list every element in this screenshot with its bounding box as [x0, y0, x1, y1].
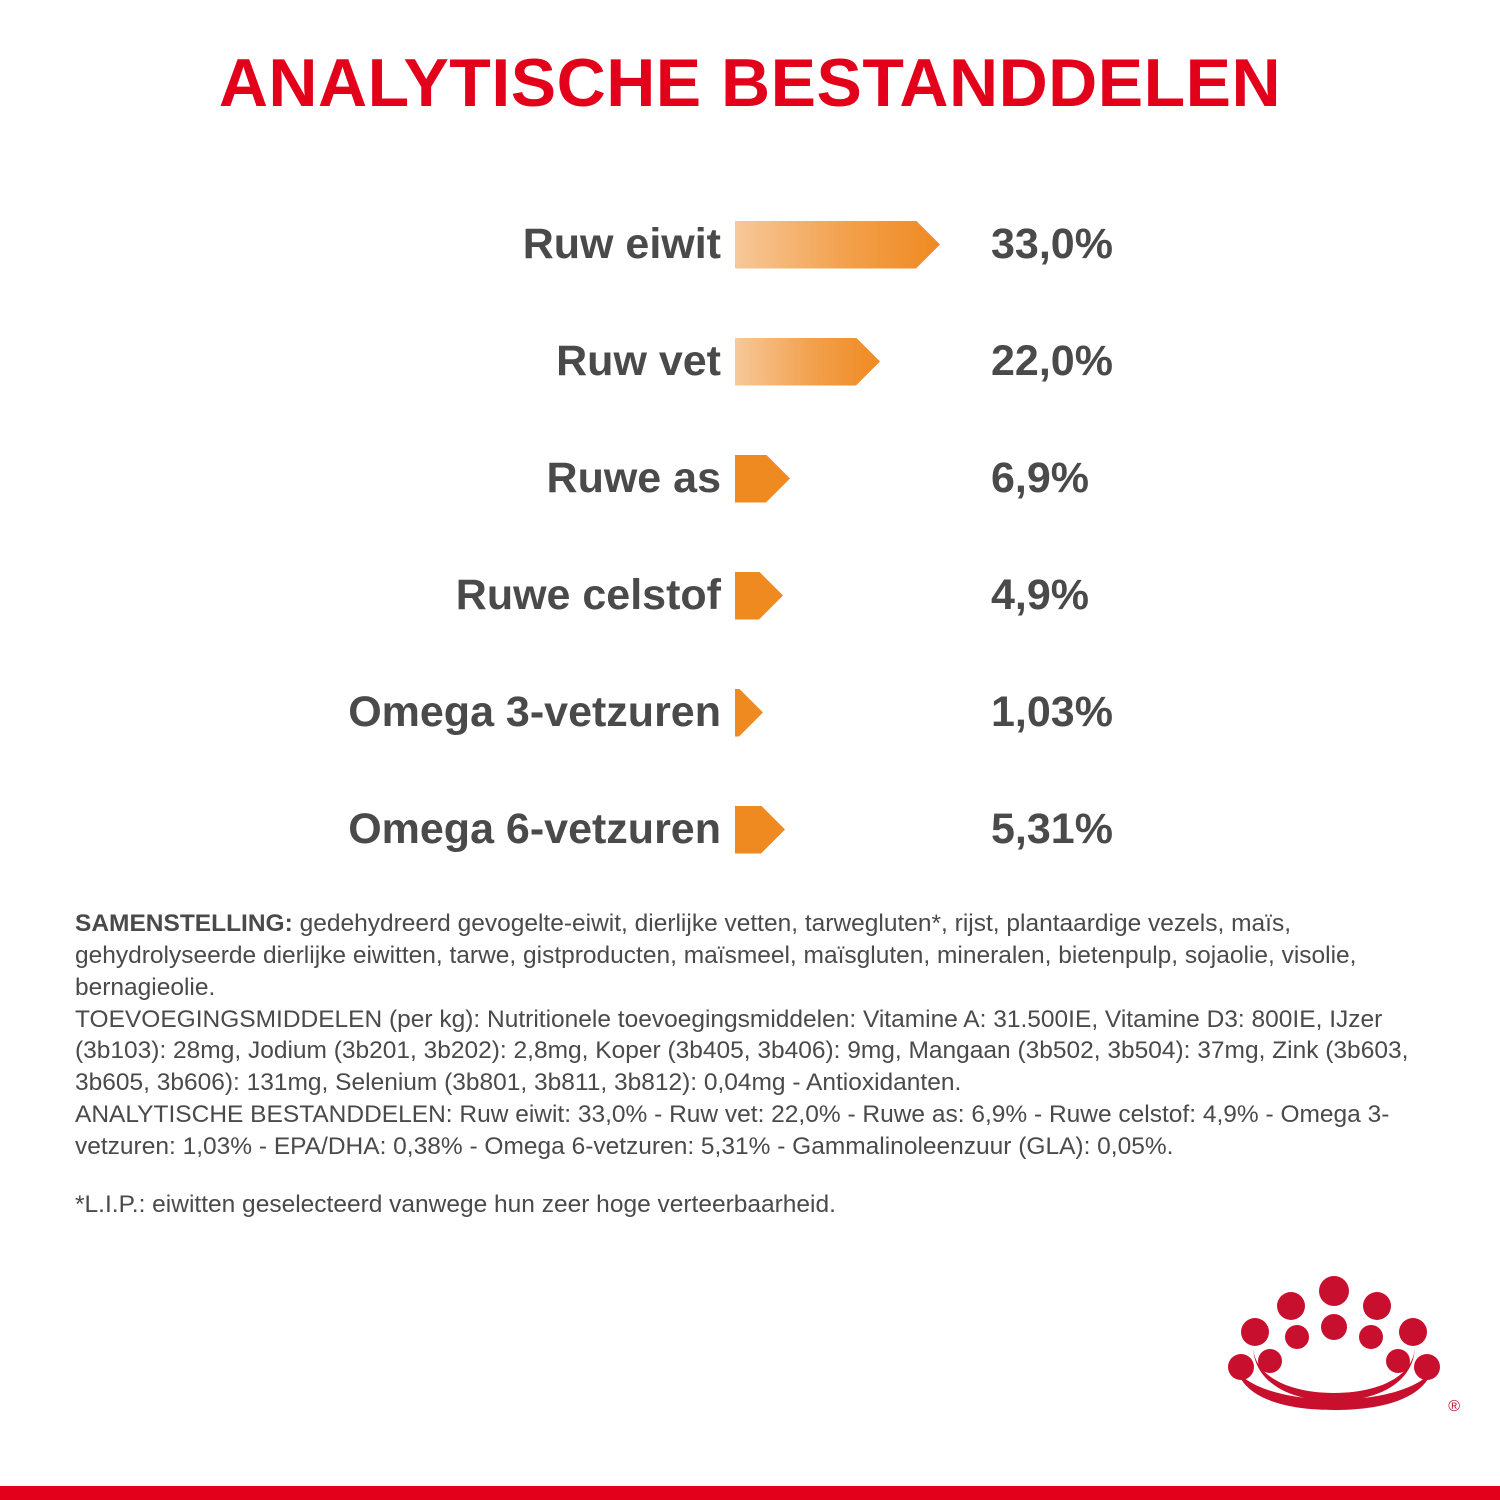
- chart-row-label: Ruwe as: [546, 454, 721, 502]
- chart-bar: [735, 455, 790, 503]
- composition-additives: TOEVOEGINGSMIDDELEN (per kg): Nutritionele toevoegingsmiddelen: Vitamine A: 31.500IE, Vitamine D3: 800IE, IJzer (3b103): 28mg, Jodium (3b201, 3b202): 2,8mg, Koper (3b405, 3b406): 9mg, Mangaan (3b502, 3b504): 37mg, Zink (3b603, 3b605, 3b606): 131mg, Selenium (3b801, 3b811, 3b812): 0,04mg - Antioxidanten.: [75, 1005, 1409, 1097]
- composition-heading: SAMENSTELLING:: [75, 910, 293, 937]
- text-spacer: [75, 1163, 1427, 1189]
- composition-footnote: *L.I.P.: eiwitten geselecteerd vanwege hun zeer hoge verteerbaarheid.: [75, 1190, 836, 1218]
- chart-row: [0, 303, 1500, 420]
- chart-row-label: Omega 3-vetzuren: [348, 688, 721, 736]
- chart-bar-wrap: [735, 572, 975, 620]
- royal-canin-crown-logo: [1227, 1275, 1442, 1410]
- chart-bar-wrap: [735, 455, 975, 503]
- page-title: ANALYTISCHE BESTANDDELEN: [218, 45, 1282, 121]
- registered-trademark-mark: ®: [1448, 1398, 1460, 1415]
- chart-row: [0, 186, 1500, 303]
- composition-ingredients-block: [75, 908, 1427, 1004]
- chart-bar: [735, 338, 880, 386]
- chart-bar-wrap: [735, 338, 975, 386]
- chart-row-value: 5,31%: [991, 805, 1113, 853]
- chart-bar: [735, 689, 763, 737]
- chart-row-label: Ruw vet: [556, 337, 721, 385]
- composition-text: [75, 908, 1427, 1221]
- composition-ingredients: gedehydreerd gevogelte-eiwit, dierlijke vetten, tarwegluten*, rijst, plantaardige vezels, maïs, gehydrolyseerde dierlijke eiwitten, tarwe, gistproducten, maïsmeel, maïsgluten, mineralen, bietenpulp, sojaolie, visolie, bernagieolie.: [75, 910, 1357, 1001]
- chart-bar: [735, 221, 940, 269]
- chart-row-value: 33,0%: [991, 220, 1113, 268]
- chart-row: [0, 771, 1500, 888]
- chart-row-value: 4,9%: [991, 571, 1090, 619]
- chart-bar: [735, 806, 785, 854]
- chart-bar-wrap: [735, 806, 975, 854]
- chart-row-value: 22,0%: [991, 337, 1113, 385]
- chart-row: [0, 654, 1500, 771]
- bottom-accent-bar: [0, 1486, 1500, 1500]
- chart-row-value: 1,03%: [991, 688, 1113, 736]
- chart-bar: [735, 572, 783, 620]
- analytical-constituents-chart: [0, 186, 1500, 888]
- chart-row: [0, 537, 1500, 654]
- chart-row-label: Omega 6-vetzuren: [348, 805, 721, 853]
- chart-bar-wrap: [735, 689, 975, 737]
- composition-analytical: ANALYTISCHE BESTANDDELEN: Ruw eiwit: 33,0% - Ruw vet: 22,0% - Ruwe as: 6,9% - Ruwe celstof: 4,9% - Omega 3-vetzuren: 1,03% - EPA/DHA: 0,38% - Omega 6-vetzuren: 5,31% - Gammalinoleenzuur (GLA): 0,05%.: [75, 1101, 1390, 1160]
- chart-bar-wrap: [735, 221, 975, 269]
- chart-row-value: 6,9%: [991, 454, 1090, 502]
- chart-row-label: Ruwe celstof: [455, 571, 721, 619]
- chart-row-label: Ruw eiwit: [522, 220, 721, 268]
- chart-row: [0, 420, 1500, 537]
